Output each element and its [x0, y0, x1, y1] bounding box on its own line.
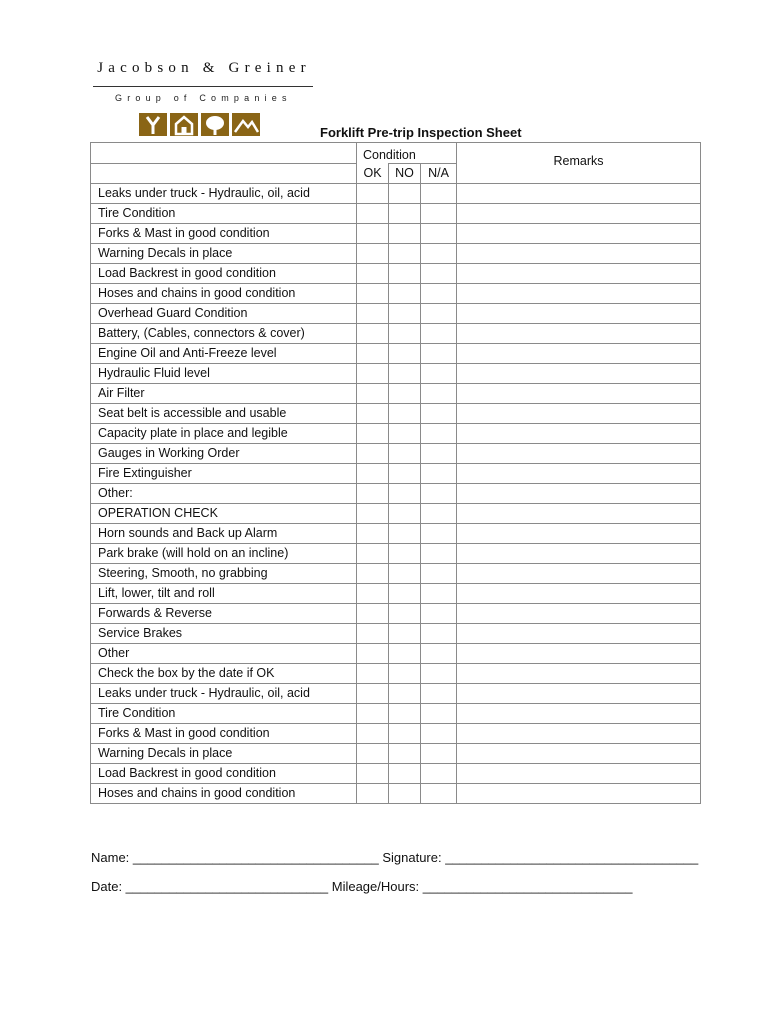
ok-checkbox-cell[interactable]: [357, 384, 389, 404]
remarks-cell[interactable]: [457, 724, 701, 744]
remarks-cell[interactable]: [457, 784, 701, 804]
no-checkbox-cell[interactable]: [389, 204, 421, 224]
remarks-cell[interactable]: [457, 564, 701, 584]
table-row: [91, 364, 701, 384]
na-checkbox-cell[interactable]: [421, 664, 457, 684]
ok-checkbox-cell[interactable]: [357, 464, 389, 484]
item-label: Load Backrest in good condition: [91, 264, 357, 284]
ok-checkbox-cell[interactable]: [357, 264, 389, 284]
na-checkbox-cell[interactable]: [421, 404, 457, 424]
no-checkbox-cell[interactable]: [389, 444, 421, 464]
remarks-cell[interactable]: [457, 304, 701, 324]
table-row: [91, 604, 701, 624]
na-checkbox-cell[interactable]: [421, 684, 457, 704]
na-checkbox-cell[interactable]: [421, 784, 457, 804]
figure-icon: [139, 113, 167, 136]
na-checkbox-cell[interactable]: [421, 284, 457, 304]
no-checkbox-cell[interactable]: [389, 604, 421, 624]
no-checkbox-cell[interactable]: [389, 584, 421, 604]
item-label: OPERATION CHECK: [91, 504, 357, 524]
item-label: Forwards & Reverse: [91, 604, 357, 624]
na-checkbox-cell[interactable]: [421, 744, 457, 764]
item-label: Tire Condition: [91, 204, 357, 224]
table-row: [91, 384, 701, 404]
no-checkbox-cell[interactable]: [389, 424, 421, 444]
no-checkbox-cell[interactable]: [389, 284, 421, 304]
ok-checkbox-cell[interactable]: [357, 544, 389, 564]
item-label: Tire Condition: [91, 704, 357, 724]
remarks-cell[interactable]: [457, 744, 701, 764]
house-icon: [170, 113, 198, 136]
table-row: [91, 664, 701, 684]
remarks-cell[interactable]: [457, 264, 701, 284]
header-blank-cell: [91, 143, 357, 164]
company-divider: [93, 86, 313, 87]
item-label: Warning Decals in place: [91, 744, 357, 764]
ok-checkbox-cell[interactable]: [357, 524, 389, 544]
na-checkbox-cell[interactable]: [421, 764, 457, 784]
remarks-cell[interactable]: [457, 224, 701, 244]
na-checkbox-cell[interactable]: [421, 364, 457, 384]
ok-checkbox-cell[interactable]: [357, 604, 389, 624]
item-label: Service Brakes: [91, 624, 357, 644]
ok-checkbox-cell[interactable]: [357, 204, 389, 224]
no-checkbox-cell[interactable]: [389, 704, 421, 724]
table-row: [91, 584, 701, 604]
sheet-title: Forklift Pre-trip Inspection Sheet: [320, 125, 522, 140]
ok-checkbox-cell[interactable]: [357, 424, 389, 444]
remarks-cell[interactable]: [457, 644, 701, 664]
table-row: [91, 684, 701, 704]
table-row: [91, 764, 701, 784]
no-checkbox-cell[interactable]: [389, 264, 421, 284]
remarks-cell[interactable]: [457, 504, 701, 524]
company-logo: [139, 113, 260, 136]
table-header-row: [91, 143, 701, 164]
ok-checkbox-cell[interactable]: [357, 664, 389, 684]
table-row: [91, 264, 701, 284]
na-checkbox-cell[interactable]: [421, 244, 457, 264]
remarks-cell[interactable]: [457, 364, 701, 384]
table-row: [91, 544, 701, 564]
item-label: Other: [91, 644, 357, 664]
remarks-cell[interactable]: [457, 344, 701, 364]
na-checkbox-cell[interactable]: [421, 464, 457, 484]
remarks-cell[interactable]: [457, 624, 701, 644]
ok-checkbox-cell[interactable]: [357, 704, 389, 724]
no-checkbox-cell[interactable]: [389, 484, 421, 504]
no-checkbox-cell[interactable]: [389, 644, 421, 664]
table-row: [91, 484, 701, 504]
na-checkbox-cell[interactable]: [421, 724, 457, 744]
ok-checkbox-cell[interactable]: [357, 684, 389, 704]
ok-checkbox-cell[interactable]: [357, 484, 389, 504]
table-row: [91, 724, 701, 744]
inspection-table: [90, 142, 701, 804]
table-row: [91, 244, 701, 264]
no-checkbox-cell[interactable]: [389, 784, 421, 804]
no-checkbox-cell[interactable]: [389, 684, 421, 704]
no-checkbox-cell[interactable]: [389, 504, 421, 524]
remarks-cell[interactable]: [457, 664, 701, 684]
company-header: [93, 60, 315, 103]
table-row: [91, 424, 701, 444]
table-row: [91, 504, 701, 524]
ok-checkbox-cell[interactable]: [357, 304, 389, 324]
no-checkbox-cell[interactable]: [389, 184, 421, 204]
remarks-cell[interactable]: [457, 404, 701, 424]
table-row: [91, 304, 701, 324]
na-checkbox-cell[interactable]: [421, 524, 457, 544]
item-label: Steering, Smooth, no grabbing: [91, 564, 357, 584]
item-label: Gauges in Working Order: [91, 444, 357, 464]
na-checkbox-cell[interactable]: [421, 604, 457, 624]
table-row: [91, 404, 701, 424]
mountain-icon: [232, 113, 260, 136]
remarks-cell[interactable]: [457, 484, 701, 504]
no-checkbox-cell[interactable]: [389, 724, 421, 744]
ok-checkbox-cell[interactable]: [357, 444, 389, 464]
no-checkbox-cell[interactable]: [389, 464, 421, 484]
item-label: Capacity plate in place and legible: [91, 424, 357, 444]
na-checkbox-cell[interactable]: [421, 424, 457, 444]
no-checkbox-cell[interactable]: [389, 744, 421, 764]
item-label: Forks & Mast in good condition: [91, 724, 357, 744]
na-checkbox-cell[interactable]: [421, 204, 457, 224]
item-label: Leaks under truck - Hydraulic, oil, acid: [91, 184, 357, 204]
table-row: [91, 284, 701, 304]
remarks-cell[interactable]: [457, 764, 701, 784]
item-label: Check the box by the date if OK: [91, 664, 357, 684]
ok-checkbox-cell[interactable]: [357, 284, 389, 304]
ok-checkbox-cell[interactable]: [357, 784, 389, 804]
na-checkbox-cell[interactable]: [421, 224, 457, 244]
item-label: Fire Extinguisher: [91, 464, 357, 484]
no-checkbox-cell[interactable]: [389, 564, 421, 584]
na-checkbox-cell[interactable]: [421, 564, 457, 584]
company-name: Jacobson & Greiner: [97, 60, 311, 76]
ok-checkbox-cell[interactable]: [357, 624, 389, 644]
remarks-cell[interactable]: [457, 604, 701, 624]
remarks-cell[interactable]: [457, 544, 701, 564]
no-checkbox-cell[interactable]: [389, 384, 421, 404]
item-label: Engine Oil and Anti-Freeze level: [91, 344, 357, 364]
ok-checkbox-cell[interactable]: [357, 184, 389, 204]
condition-header: Condition: [357, 143, 457, 164]
item-label: Load Backrest in good condition: [91, 764, 357, 784]
ok-checkbox-cell[interactable]: [357, 744, 389, 764]
ok-checkbox-cell[interactable]: [357, 564, 389, 584]
ok-checkbox-cell[interactable]: [357, 344, 389, 364]
ok-checkbox-cell[interactable]: [357, 504, 389, 524]
remarks-cell[interactable]: [457, 704, 701, 724]
ok-checkbox-cell[interactable]: [357, 324, 389, 344]
no-checkbox-cell[interactable]: [389, 764, 421, 784]
remarks-cell[interactable]: [457, 324, 701, 344]
remarks-cell[interactable]: [457, 244, 701, 264]
remarks-cell[interactable]: [457, 464, 701, 484]
name-signature-line[interactable]: Name: __________________________________ Signature: ___________________________________: [91, 850, 699, 865]
remarks-cell[interactable]: [457, 184, 701, 204]
item-label: Hydraulic Fluid level: [91, 364, 357, 384]
table-row: [91, 464, 701, 484]
remarks-cell[interactable]: [457, 524, 701, 544]
ok-checkbox-cell[interactable]: [357, 224, 389, 244]
remarks-cell[interactable]: [457, 684, 701, 704]
remarks-cell[interactable]: [457, 284, 701, 304]
ok-checkbox-cell[interactable]: [357, 404, 389, 424]
na-column-header: N/A: [421, 164, 457, 184]
table-row: [91, 744, 701, 764]
ok-checkbox-cell[interactable]: [357, 244, 389, 264]
remarks-cell[interactable]: [457, 424, 701, 444]
na-checkbox-cell[interactable]: [421, 484, 457, 504]
item-label: Hoses and chains in good condition: [91, 784, 357, 804]
na-checkbox-cell[interactable]: [421, 624, 457, 644]
na-checkbox-cell[interactable]: [421, 444, 457, 464]
no-checkbox-cell[interactable]: [389, 624, 421, 644]
ok-checkbox-cell[interactable]: [357, 644, 389, 664]
remarks-cell[interactable]: [457, 384, 701, 404]
no-column-header: NO: [389, 164, 421, 184]
na-checkbox-cell[interactable]: [421, 704, 457, 724]
table-row: [91, 444, 701, 464]
na-checkbox-cell[interactable]: [421, 544, 457, 564]
no-checkbox-cell[interactable]: [389, 524, 421, 544]
table-row: [91, 524, 701, 544]
table-row: [91, 644, 701, 664]
ok-checkbox-cell[interactable]: [357, 364, 389, 384]
no-checkbox-cell[interactable]: [389, 344, 421, 364]
no-checkbox-cell[interactable]: [389, 544, 421, 564]
header-blank-cell: [91, 164, 357, 184]
no-checkbox-cell[interactable]: [389, 364, 421, 384]
na-checkbox-cell[interactable]: [421, 264, 457, 284]
na-checkbox-cell[interactable]: [421, 384, 457, 404]
na-checkbox-cell[interactable]: [421, 324, 457, 344]
remarks-header: Remarks: [457, 143, 701, 184]
na-checkbox-cell[interactable]: [421, 504, 457, 524]
item-label: Warning Decals in place: [91, 244, 357, 264]
company-subtitle: Group of Companies: [115, 93, 292, 103]
date-mileage-line[interactable]: Date: ____________________________ Mileage/Hours: _____________________________: [91, 879, 633, 894]
remarks-cell[interactable]: [457, 584, 701, 604]
table-row: [91, 324, 701, 344]
ok-checkbox-cell[interactable]: [357, 724, 389, 744]
item-label: Overhead Guard Condition: [91, 304, 357, 324]
table-row: [91, 564, 701, 584]
na-checkbox-cell[interactable]: [421, 584, 457, 604]
ok-checkbox-cell[interactable]: [357, 584, 389, 604]
no-checkbox-cell[interactable]: [389, 404, 421, 424]
remarks-cell[interactable]: [457, 204, 701, 224]
table-row: [91, 184, 701, 204]
table-row: [91, 784, 701, 804]
item-label: Other:: [91, 484, 357, 504]
item-label: Lift, lower, tilt and roll: [91, 584, 357, 604]
table-row: [91, 624, 701, 644]
no-checkbox-cell[interactable]: [389, 244, 421, 264]
ok-column-header: OK: [357, 164, 389, 184]
table-row: [91, 224, 701, 244]
na-checkbox-cell[interactable]: [421, 644, 457, 664]
no-checkbox-cell[interactable]: [389, 224, 421, 244]
na-checkbox-cell[interactable]: [421, 304, 457, 324]
item-label: Forks & Mast in good condition: [91, 224, 357, 244]
item-label: Seat belt is accessible and usable: [91, 404, 357, 424]
tree-icon: [201, 113, 229, 136]
no-checkbox-cell[interactable]: [389, 304, 421, 324]
na-checkbox-cell[interactable]: [421, 184, 457, 204]
no-checkbox-cell[interactable]: [389, 664, 421, 684]
no-checkbox-cell[interactable]: [389, 324, 421, 344]
ok-checkbox-cell[interactable]: [357, 764, 389, 784]
table-row: [91, 204, 701, 224]
na-checkbox-cell[interactable]: [421, 344, 457, 364]
item-label: Battery, (Cables, connectors & cover): [91, 324, 357, 344]
item-label: Horn sounds and Back up Alarm: [91, 524, 357, 544]
item-label: Park brake (will hold on an incline): [91, 544, 357, 564]
table-row: [91, 344, 701, 364]
remarks-cell[interactable]: [457, 444, 701, 464]
table-row: [91, 704, 701, 724]
item-label: Hoses and chains in good condition: [91, 284, 357, 304]
item-label: Leaks under truck - Hydraulic, oil, acid: [91, 684, 357, 704]
item-label: Air Filter: [91, 384, 357, 404]
